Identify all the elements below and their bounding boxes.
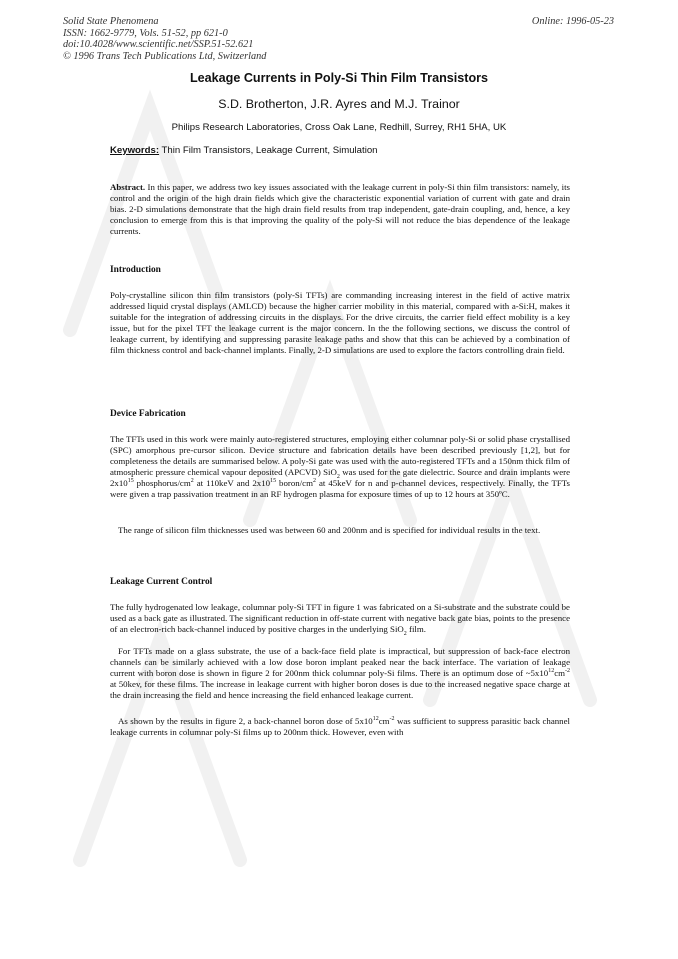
issn-line: ISSN: 1662-9779, Vols. 51-52, pp 621-0 [63,27,228,39]
doi-line[interactable]: doi:10.4028/www.scientific.net/SSP.51-52.621 [63,39,254,50]
leakage-text-2b: cm [554,668,565,679]
fabrication-text-c: phosphorus/cm [133,478,191,489]
fabrication-text-e: boron/cm [276,478,313,489]
leakage-sup-3: 12 [372,716,379,723]
leakage-text-3b: cm [378,716,390,726]
abstract [110,182,570,237]
leakage-text-3a: As shown by the results in figure 2, a back-channel boron dose of 5x10 [118,716,373,726]
publication-meta [63,16,266,62]
leakage-paragraph-3 [110,716,570,738]
introduction-text: Poly-crystalline silicon thin film transistors (poly-Si TFTs) are commanding increasing interest in the field of active matrix addressed liquid crystal displays (AMLCD) because the higher carrier mobility in this material, compared with a-Si:H, makes it suitable for the integration of addressing circuits in the displays. For the drive circuits, the carrier field effect mobility is a key issue, but for the pixel TFT the leakage current is the major concern. In the the following sections, we discuss the control of leakage current, by identifying and suppressing parasite leakage paths and show that this can be achieved by a combination of film thickness control and back-channel implants. Finally, 2-D simulations are used to explore the factors controlling drain field. [110,290,570,356]
fabrication-sup-3: 15 [270,478,277,485]
leakage-paragraph-1 [110,602,570,635]
section-heading-fabrication: Device Fabrication [110,409,186,419]
keywords-label: Keywords: [110,145,160,156]
abstract-text: In this paper, we address two key issues associated with the leakage current in poly-Si thin film transistors: namely, its control and the origin of the high drain fields which give the characteristic exponential variation of current with gate and drain bias. 2-D simulations demonstrate that the high drain field results from trap independent, gate-drain coupling, and, hence, a key conclusion to emerge from this is that improving the quality of the poly-Si will not reduce the bias dependence of the leakage currents. [110,182,570,237]
online-date-text: Online: 1996-05-23 [531,16,614,27]
paper-title: Leakage Currents in Poly-Si Thin Film Transistors [189,71,489,85]
leakage-text-3c: was sufficient to suppress parasitic back channel leakage currents in columnar poly-Si films up to 200nm thick. However, even with [110,716,570,738]
fabrication-text-f: at 45keV for n and p-channel devices, respectively. Finally, the TFTs were given a trap passivation treatment in an RF hydrogen plasma for exposure times of up to 12 hours at 350ºC. [110,478,571,500]
fabrication-sup-2: 2 [190,478,194,485]
copyright-line: © 1996 Trans Tech Publications Ltd, Switzerland [63,50,267,62]
fabrication-text-p2: The range of silicon film thicknesses used was between 60 and 200nm and is specified for individual results in the text. [118,525,541,535]
leakage-text-1-end: film. [406,624,426,635]
fabrication-text-b: was used for the gate dielectric. Source and drain implants were 2x10 [110,467,570,489]
leakage-text-1: The fully hydrogenated low leakage, columnar poly-Si TFT in figure 1 was fabricated on a Si-substrate and the substrate could be used as a back gate as illustrated. The significant reduction in off-state current with negative back gate bias, points to the presence of an electron-rich back-channel induced by positive charges in the underlying SiO [110,602,570,635]
introduction-paragraph [110,290,570,357]
fabrication-paragraph-2 [110,525,570,536]
leakage-text-2a: For TFTs made on a glass substrate, the use of a back-face field plate is impractical, but suppression of back-face electron channels can be similarly achieved with a low dose boron implant peaked near the back interface. The variation of leakage current with boron dose is shown in figure 2 for 200nm thick columnar poly-Si films. There is an optimum dose of ~5x10 [110,646,570,679]
paper-authors: S.D. Brotherton, J.R. Ayres and M.J. Trainor [218,97,460,111]
leakage-sup-1: 12 [548,668,555,675]
fabrication-paragraph-1 [110,434,570,501]
fabrication-sup-1: 15 [127,478,134,485]
fabrication-sub: 2 [336,474,340,481]
fabrication-text-a: The TFTs used in this work were mainly auto-registered structures, employing either columnar poly-Si or solid phase crystallised (SPC) amorphous pre-cursor silicon. Device structure and fabrication details have been described previously [1,2], but for completeness the details are summarised below. A poly-Si gate was used with the auto-registered TFTs and a 150nm thick film of atmospheric pressure chemical vapour deposited (APCVD) SiO [110,434,570,478]
keywords-text: Thin Film Transistors, Leakage Current, Simulation [161,145,378,156]
leakage-text-2c: at 50kev, for these films. The increase in leakage current with higher boron doses is due to the increased negative space charge at the drain increasing the field and hence increasing the field enhanced leakage current. [110,679,570,701]
section-heading-leakage: Leakage Current Control [110,577,213,587]
leakage-sup-4: -2 [389,716,395,723]
fabrication-sup-4: 2 [312,478,316,485]
leakage-sub: 2 [403,630,407,637]
section-heading-introduction: Introduction [110,265,161,275]
fabrication-text-d: at 110keV and 2x10 [193,478,271,489]
leakage-paragraph-2 [110,646,570,701]
abstract-label: Abstract. [110,182,146,192]
paper-affiliation: Philips Research Laboratories, Cross Oak Lane, Redhill, Surrey, RH1 5HA, UK [171,122,507,133]
keywords [110,145,378,156]
online-date [532,16,614,28]
journal-name: Solid State Phenomena [63,16,159,27]
leakage-sup-2: -2 [565,668,570,675]
